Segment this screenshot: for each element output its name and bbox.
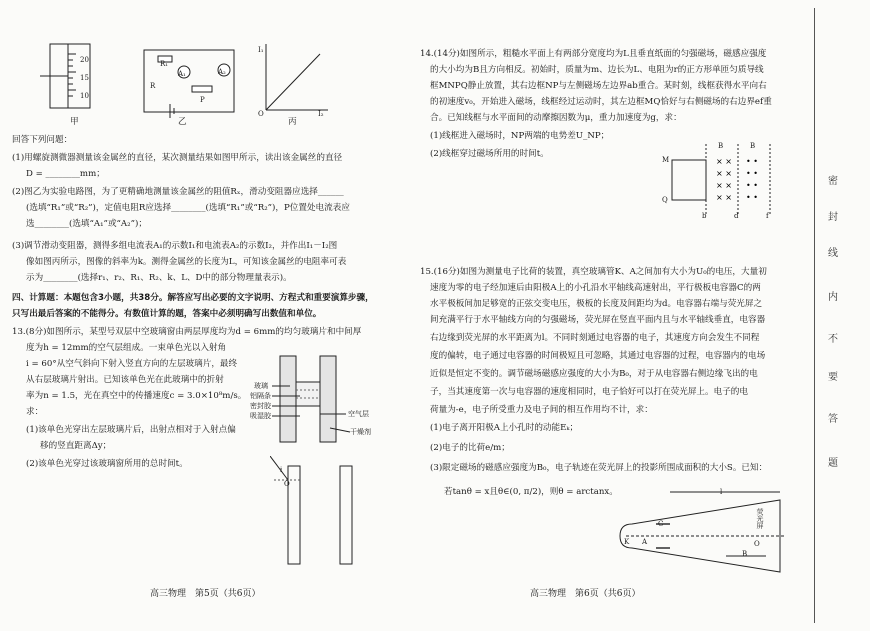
q15a: 15.(16分)如图为测量电子比荷的装置，真空玻璃管K、A之间加有大小为U₀的电压，大量初 xyxy=(420,267,767,277)
circuit-label-a1: A₁ xyxy=(178,70,186,78)
q15j: (1)电子离开阳极A上小孔时的动能Eₖ； xyxy=(430,423,579,433)
q14e: 合。已知线框与水平面间的动摩擦因数为μ，重力加速度为g，求： xyxy=(430,113,682,123)
page-6 xyxy=(420,0,800,631)
seal-char-2: 封 xyxy=(828,212,838,223)
q15f: 度的偏转，电子通过电容器的时间极短且可忽略，其通过电容器的过程，电容器内的电场 xyxy=(430,351,766,361)
q12-2b: (选填“R₁”或“R₂”)，定值电阻R应选择________(选填“R₁”或“R₂”)，P位置处电流表应 xyxy=(26,203,350,213)
label-absorbent: 吸湿胶 xyxy=(250,412,271,420)
figure-label-bing: 丙 xyxy=(288,117,297,127)
circuit-label-a2: A₂ xyxy=(218,68,226,76)
micrometer-tick-20: 20 xyxy=(80,56,89,64)
micrometer-tick-10: 10 xyxy=(80,92,89,100)
q12-1a: (1)用螺旋测微器测量该金属丝的直径，某次测量结果如图甲所示，读出该金属丝的直径 xyxy=(12,153,343,163)
section4-heading-cont: 只写出最后答案的不能得分。有数值计算的题，答案中必须明确写出数值和单位。 xyxy=(12,309,322,319)
tube-label-l: l xyxy=(720,488,723,496)
q12-3c: 示为________(选择r₁、r₂、R₁、R₂、k、L、D中的部分物理量表示)。 xyxy=(26,273,292,283)
q12-2c: 选________(选填“A₁”或“A₂”)； xyxy=(26,219,147,229)
q15l: (3)限定磁场的磁感应强度为B₀，电子轨迹在荧光屏上的投影所围成面积的大小S。已知： xyxy=(430,463,768,473)
footer-page5: 高三物理 第5页（共6页） xyxy=(150,589,261,599)
q14b: 的大小均为B且方向相反。初始时，质量为m、边长为L、电阻为r的正方形单匝匀质导线 xyxy=(430,65,764,75)
field-label-b1: B xyxy=(718,142,724,150)
q15e: 右边缘到荧光屏的水平距离为l。不同时刻通过电容器的电子，其速度方向会发生不同程 xyxy=(430,333,760,343)
q13d: 从右层玻璃片射出。已知该单色光在此玻璃中的折射 xyxy=(26,375,224,385)
q15b: 速度为零的电子经加速后由阳极A上的小孔沿水平轴线高速射出，平行极板电容器C的两 xyxy=(430,283,761,293)
binding-line xyxy=(814,8,815,623)
label-glass: 玻璃 xyxy=(254,382,268,390)
q12-2a: (2)图乙为实验电路图，为了更精确地测量该金属丝的阻值Rₓ，滑动变阻器应选择______ xyxy=(12,187,344,197)
q12-3a: (3)调节滑动变阻器，测得多组电流表A₁的示数I₁和电流表A₂的示数I₂，并作出I₁－I₂图 xyxy=(12,241,338,251)
q15i: 荷量为-e，电子所受重力及电子间的相互作用均不计，求： xyxy=(430,405,653,415)
tube-label-screen: 荧光屏 xyxy=(756,508,764,529)
tube-label-b: B xyxy=(742,550,748,558)
seal-char-7: 答 xyxy=(828,414,838,425)
label-air-layer: 空气层 xyxy=(348,410,369,418)
electron-tube-figure xyxy=(616,486,796,576)
micrometer-figure xyxy=(40,40,110,120)
binding-margin xyxy=(800,0,870,631)
field-label-f: f xyxy=(766,212,769,220)
label-aluminum-spacer: 铝隔条 xyxy=(250,392,271,400)
seal-char-3: 线 xyxy=(828,248,838,259)
q14d: 的初速度v₀，开始进入磁场，线框经过运动时，其左边框MQ恰好与右侧磁场的右边界ef重 xyxy=(430,97,772,107)
svg-text:× ×: × × xyxy=(716,181,732,190)
tube-label-k: K xyxy=(624,538,630,546)
q15h: 子，当其速度第一次与电容器的速度相同时，电子恰好可以打在荧光屏上。电子的电 xyxy=(430,387,748,397)
ray-diagram xyxy=(270,456,370,566)
field-label-d: d xyxy=(734,212,739,220)
q15c: 水平极板间加足够宽的正弦交变电压，极板的长度及间距均为d。电容器右端与荧光屏之 xyxy=(430,299,763,309)
svg-text:• •: • • xyxy=(746,169,758,178)
page-5 xyxy=(0,0,420,631)
footer-page6: 高三物理 第6页（共6页） xyxy=(530,589,641,599)
section4-heading: 四、计算题：本题包含3小题，共38分。解答应写出必要的文字说明、方程式和重要演算步骤， xyxy=(12,293,374,303)
q12-3b: 像如图丙所示，图像的斜率为k。测得金属丝的长度为L，可知该金属丝的电阻率可表 xyxy=(26,257,347,267)
svg-text:× ×: × × xyxy=(716,157,732,166)
field-label-b: b xyxy=(702,212,707,220)
q13f: 求： xyxy=(26,407,44,417)
field-label-q: Q xyxy=(662,196,668,204)
ray-label-o: O xyxy=(284,480,290,488)
seal-char-4: 内 xyxy=(828,292,838,303)
tube-label-a: A xyxy=(642,538,648,546)
q13h: 移的竖直距离Δy； xyxy=(40,441,112,451)
q13i: (2)该单色光穿过该玻璃窗所用的总时间t。 xyxy=(26,459,188,469)
svg-text:• •: • • xyxy=(746,193,758,202)
tube-label-c: C xyxy=(658,520,664,528)
q15d: 间充满平行于水平轴线方向的匀强磁场，荧光屏在竖直平面内且与水平轴线垂直，电容器 xyxy=(430,315,766,325)
q15g: 近似是恒定不变的。调节磁场磁感应强度的大小为B₀，对于从电容器右侧边缘飞出的电 xyxy=(430,369,758,379)
prompt: 回答下列问题： xyxy=(12,135,73,145)
q14c: 框MNPQ静止放置，其右边框NP与左侧磁场左边界ab重合。某时刻，线框获得水平向右 xyxy=(430,81,767,91)
ray-label-i: i xyxy=(280,466,283,474)
i1-i2-graph xyxy=(258,40,330,114)
q15k: (2)电子的比荷e/m； xyxy=(430,443,510,453)
graph-x-label: I₂ xyxy=(318,110,324,118)
magnetic-field-figure xyxy=(660,140,790,222)
seal-char-8: 题 xyxy=(828,458,838,469)
seal-char-6: 要 xyxy=(828,372,838,383)
q13b: 度为h = 12mm的空气层组成。一束单色光以入射角 xyxy=(26,343,227,353)
q12-1b: D = ________mm； xyxy=(26,169,105,179)
micrometer-tick-15: 15 xyxy=(80,74,89,82)
q14f: (1)线框进入磁场时，NP两端的电势差U_NP； xyxy=(430,131,610,141)
q15m: 若tanθ = x且θ∈(0, π/2)，则θ = arctanx。 xyxy=(444,487,618,497)
circuit-label-p: P xyxy=(200,96,205,104)
label-desiccant: 干燥剂 xyxy=(350,428,371,436)
q13a: 13.(8分)如图所示，某型号双层中空玻璃窗由两层厚度均为d = 6mm的均匀玻璃片和中间厚 xyxy=(12,327,362,337)
circuit-label-r: R xyxy=(150,82,156,90)
field-label-m: M xyxy=(662,156,670,164)
graph-y-label: I₁ xyxy=(258,46,264,54)
q14a: 14.(14分)如图所示，粗糙水平面上有两部分宽度均为L且垂直纸面的匀强磁场，磁感应强度 xyxy=(420,49,767,59)
seal-char-5: 不 xyxy=(828,334,838,345)
tube-label-o: O xyxy=(754,540,760,548)
seal-char-1: 密 xyxy=(828,176,838,187)
q13g: (1)该单色光穿出左层玻璃片后，出射点相对于入射点偏 xyxy=(26,425,236,435)
q13c: i = 60°从空气斜向下射入竖直方向的左层玻璃片，最终 xyxy=(26,359,238,369)
svg-text:× ×: × × xyxy=(716,169,732,178)
graph-origin: O xyxy=(258,110,264,118)
svg-text:• •: • • xyxy=(746,157,758,166)
svg-text:× ×: × × xyxy=(716,193,732,202)
figure-label-yi: 乙 xyxy=(178,117,187,127)
circuit-label-r1: R₁ xyxy=(160,60,169,68)
figure-label-jia: 甲 xyxy=(70,117,79,127)
field-label-b2: B xyxy=(750,142,756,150)
q14g: (2)线框穿过磁场所用的时间t。 xyxy=(430,149,549,159)
svg-text:• •: • • xyxy=(746,181,758,190)
q13e: 率为n = 1.5，光在真空中的传播速度c = 3.0×10⁸m/s。 xyxy=(26,391,247,401)
label-sealant: 密封胶 xyxy=(250,402,271,410)
